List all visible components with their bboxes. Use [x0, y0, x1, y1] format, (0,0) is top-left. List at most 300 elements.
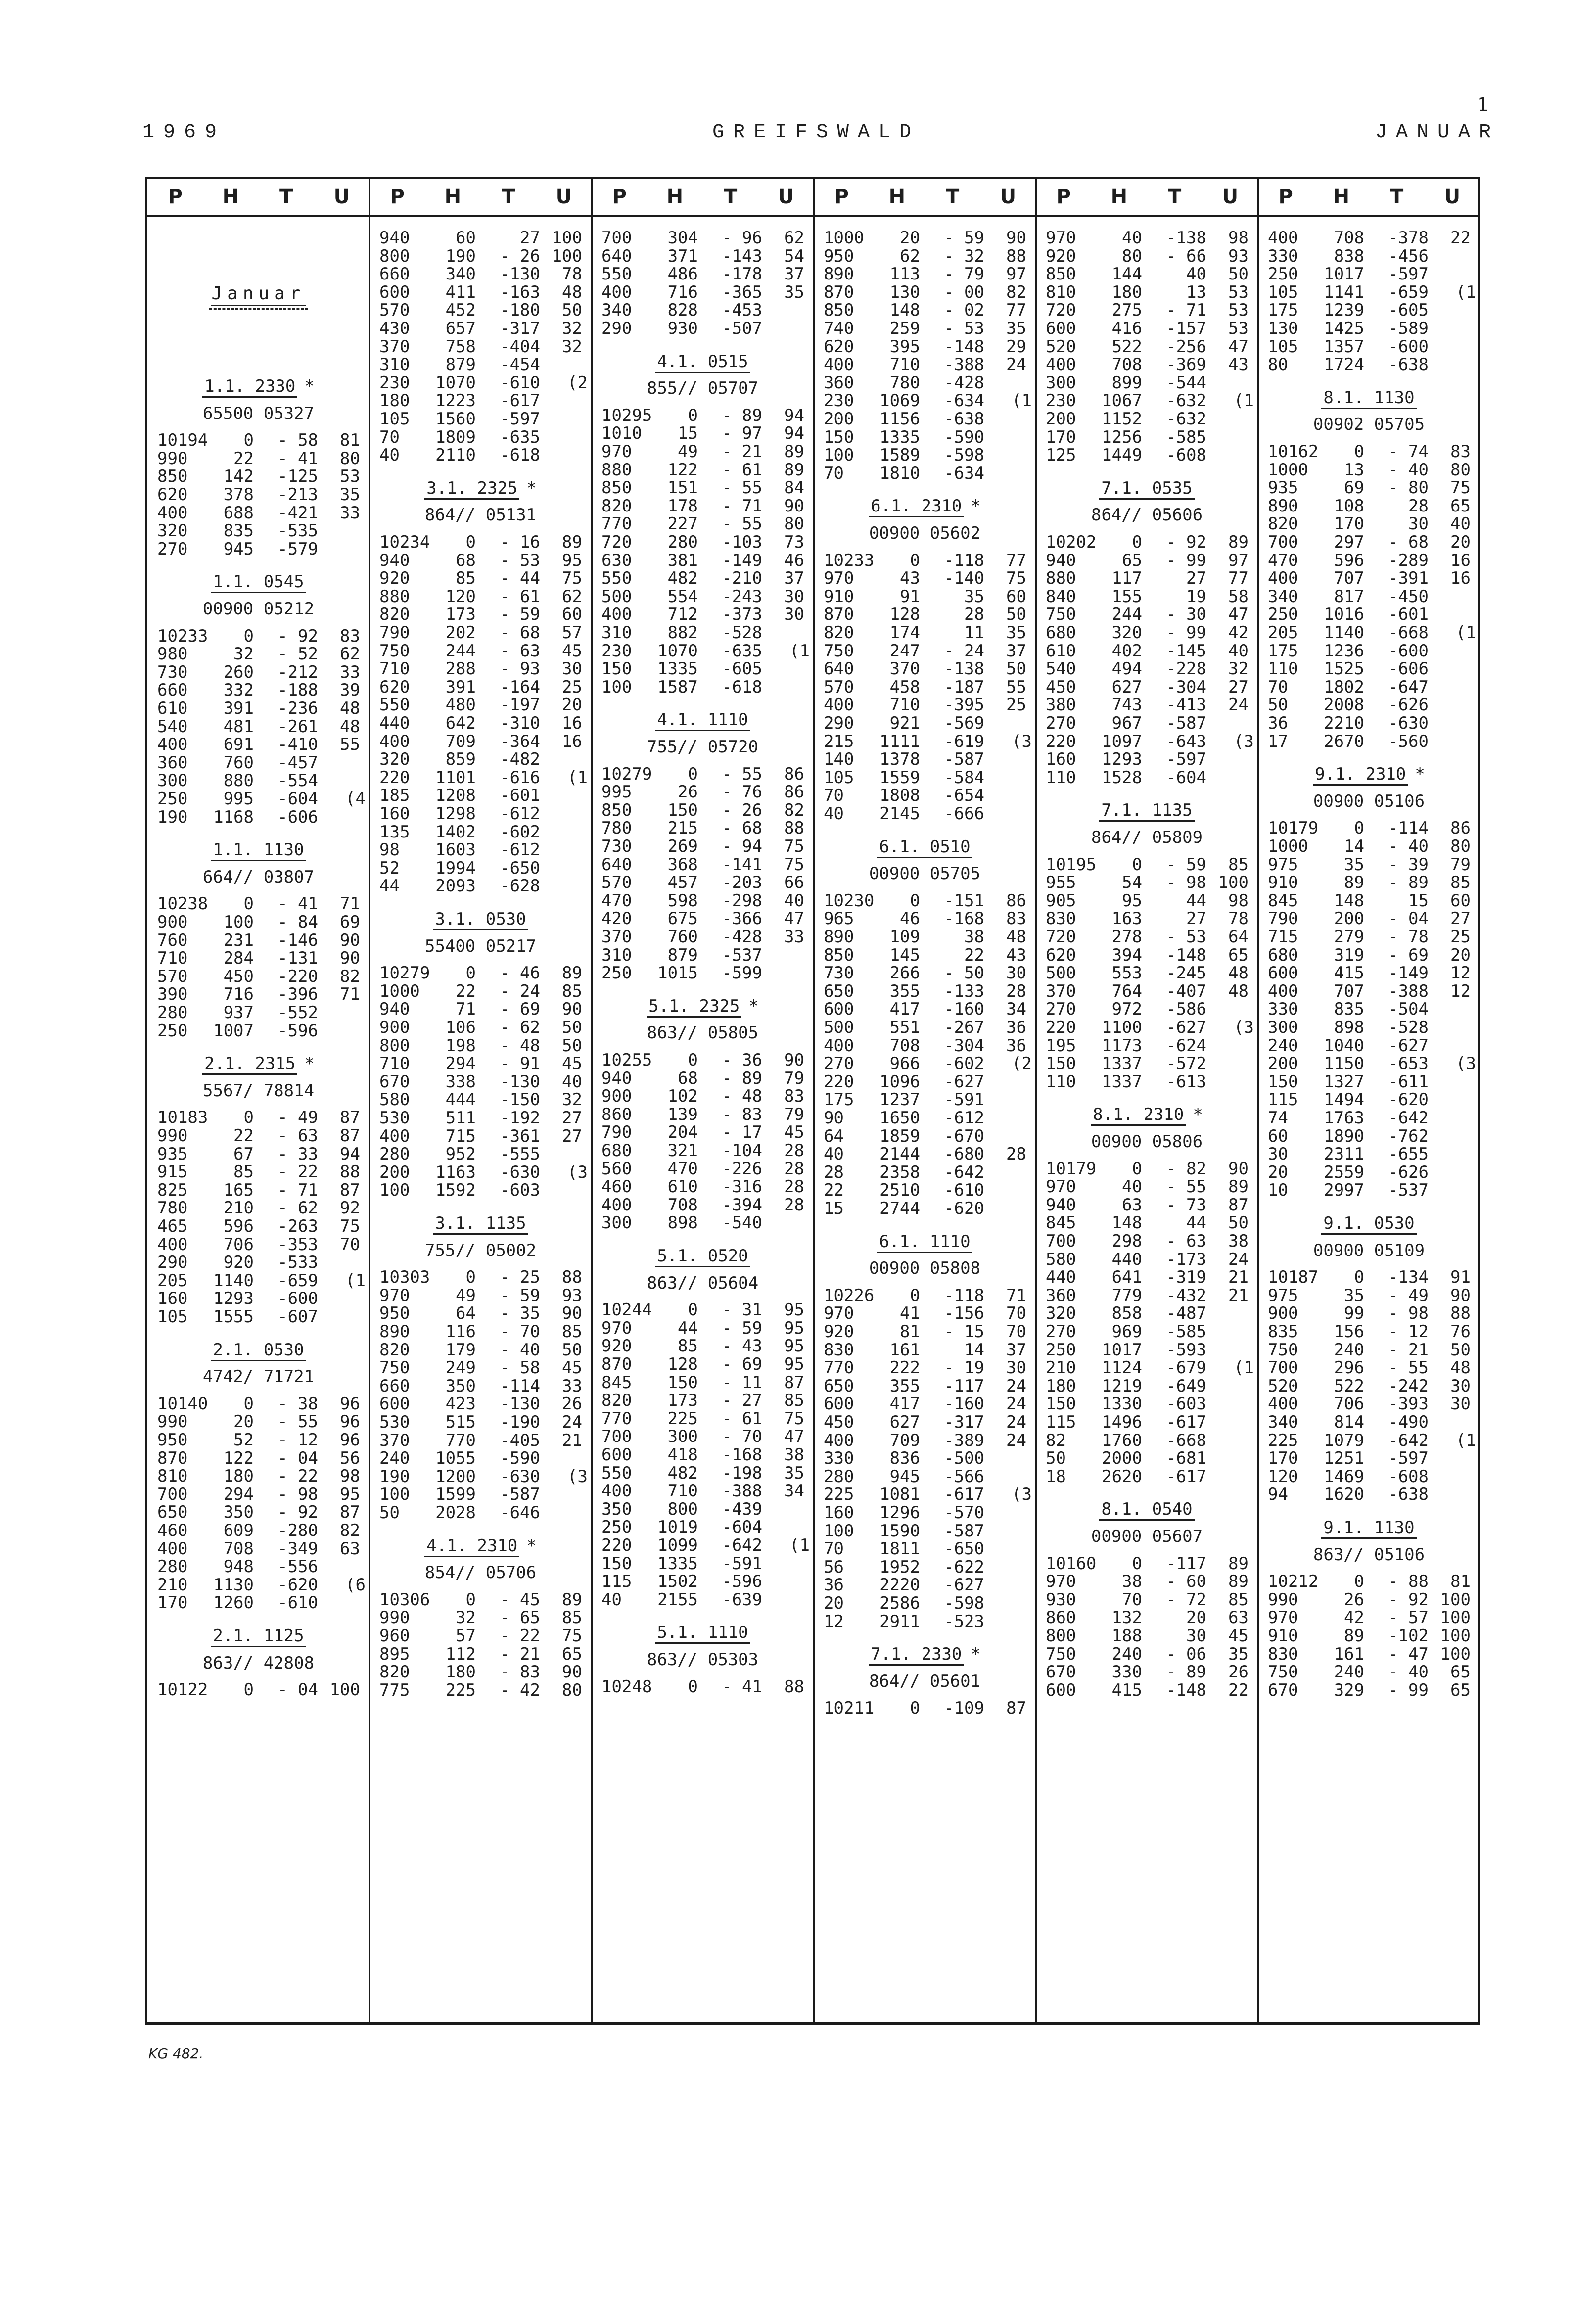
- table-row: [592, 569, 814, 587]
- asterisk-mark-icon: *: [748, 996, 759, 1016]
- humidity-cell: 35: [784, 1463, 804, 1483]
- pressure-cell: 670: [1268, 1680, 1298, 1700]
- height-cell: 1559: [879, 767, 920, 788]
- temperature-cell: -104: [722, 1141, 762, 1161]
- height-cell: 1802: [1324, 677, 1364, 697]
- height-cell: 1809: [435, 427, 476, 447]
- station-code: 864// 05131: [424, 505, 537, 525]
- station-date-time: 1.1. 1130: [211, 840, 306, 861]
- temperature-cell: - 48: [500, 1035, 540, 1056]
- height-cell: 1525: [1324, 659, 1364, 679]
- pressure-cell: 770: [601, 1408, 632, 1429]
- temperature-cell: -456: [1388, 246, 1429, 266]
- pressure-cell: 520: [1046, 336, 1076, 357]
- table-row: [1258, 1591, 1480, 1609]
- temperature-cell: -630: [1388, 713, 1429, 733]
- humidity-cell: 48: [1006, 927, 1026, 947]
- temperature-cell: -366: [722, 909, 762, 929]
- height-cell: 2311: [1324, 1144, 1364, 1164]
- data-column: [592, 217, 814, 2022]
- pressure-cell: 400: [601, 604, 632, 625]
- pressure-cell: 290: [824, 713, 854, 733]
- temperature-cell: -598: [944, 1593, 984, 1613]
- temperature-cell: - 92: [278, 1502, 318, 1523]
- humidity-cell: 66: [784, 873, 804, 893]
- table-row: [814, 892, 1036, 910]
- humidity-cell: 36: [1006, 1018, 1026, 1037]
- pressure-cell: 270: [1046, 999, 1076, 1020]
- temperature-cell: -591: [944, 1090, 984, 1110]
- table-row: [147, 450, 370, 467]
- temperature-cell: -394: [722, 1195, 762, 1215]
- humidity-cell: 45: [562, 1054, 582, 1074]
- humidity-cell: 82: [340, 1521, 360, 1540]
- temperature-cell: - 55: [278, 1412, 318, 1432]
- pressure-cell: 10234: [379, 532, 430, 552]
- height-cell: 2145: [879, 804, 920, 824]
- table-row: [370, 678, 592, 696]
- station-code: 00900 05806: [1091, 1132, 1203, 1152]
- pressure-cell: 230: [601, 641, 632, 661]
- height-cell: 2000: [1102, 1448, 1142, 1469]
- footnote-cell: (3: [1234, 731, 1254, 751]
- height-cell: 198: [445, 1035, 476, 1056]
- temperature-cell: -668: [1166, 1430, 1206, 1450]
- pressure-cell: 82: [1046, 1430, 1066, 1450]
- pressure-cell: 935: [157, 1144, 188, 1164]
- table-row: [147, 1004, 370, 1022]
- station-code: 854// 05706: [424, 1563, 537, 1583]
- temperature-cell: -601: [500, 786, 540, 806]
- station-date-time: 2.1. 1125: [211, 1626, 306, 1647]
- height-cell: 350: [445, 1376, 476, 1396]
- station-code: 863// 05106: [1313, 1544, 1425, 1565]
- temperature-cell: - 59: [722, 1318, 762, 1338]
- height-cell: 1296: [879, 1503, 920, 1523]
- humidity-cell: 50: [1228, 1213, 1249, 1233]
- pressure-cell: 780: [601, 818, 632, 838]
- station-code: 00900 05607: [1091, 1527, 1203, 1546]
- column-header-label: H: [1333, 186, 1350, 208]
- data-column: [370, 217, 592, 2022]
- humidity-cell: 39: [340, 680, 360, 700]
- humidity-cell: 95: [562, 550, 582, 570]
- column-header-label: P: [390, 186, 405, 208]
- station-date-time: 9.1. 0530: [1321, 1213, 1416, 1235]
- table-row: [814, 1449, 1036, 1467]
- height-cell: 1293: [213, 1289, 254, 1309]
- temperature-cell: - 61: [722, 1408, 762, 1429]
- height-cell: 710: [667, 1481, 698, 1501]
- table-row: [592, 283, 814, 301]
- height-cell: 173: [667, 1391, 698, 1411]
- height-cell: 511: [445, 1108, 476, 1128]
- humidity-cell: 86: [1006, 890, 1026, 911]
- humidity-cell: 62: [562, 586, 582, 606]
- pressure-cell: 750: [1268, 1340, 1298, 1360]
- table-row: [370, 1145, 592, 1163]
- height-cell: 20: [233, 1412, 254, 1432]
- humidity-cell: 28: [1006, 981, 1026, 1001]
- height-cell: 1101: [435, 767, 476, 788]
- height-cell: 1590: [879, 1521, 920, 1541]
- height-cell: 1994: [435, 858, 476, 878]
- pressure-cell: 150: [824, 427, 854, 447]
- height-cell: 278: [1111, 927, 1142, 947]
- table-row: [592, 660, 814, 678]
- height-cell: 350: [223, 1502, 254, 1523]
- temperature-cell: -579: [278, 539, 318, 559]
- humidity-cell: 37: [1006, 1340, 1026, 1360]
- station-date-time: 4.1. 1110: [655, 710, 750, 731]
- table-row: [147, 949, 370, 967]
- height-cell: 2144: [879, 1144, 920, 1164]
- pressure-cell: 10: [1268, 1180, 1288, 1201]
- temperature-cell: -316: [722, 1177, 762, 1197]
- table-row: [147, 1272, 370, 1290]
- table-row: [814, 1000, 1036, 1018]
- table-row: [370, 769, 592, 787]
- station-code: 864// 05606: [1091, 505, 1203, 525]
- height-cell: 470: [667, 1159, 698, 1179]
- height-cell: 1724: [1324, 355, 1364, 375]
- humidity-cell: 88: [1006, 246, 1026, 266]
- humidity-cell: 75: [562, 568, 582, 589]
- height-cell: 553: [1111, 963, 1142, 983]
- table-row: [1258, 1268, 1480, 1286]
- height-cell: 89: [1344, 1626, 1364, 1646]
- humidity-cell: 75: [784, 837, 804, 856]
- temperature-cell: -226: [722, 1159, 762, 1179]
- pressure-cell: 700: [1268, 1358, 1298, 1378]
- table-row: [370, 964, 592, 982]
- humidity-cell: 28: [784, 1177, 804, 1197]
- humidity-cell: 33: [562, 1376, 582, 1396]
- table-row: [1036, 874, 1258, 891]
- height-cell: 244: [445, 641, 476, 661]
- temperature-cell: -117: [1166, 1553, 1206, 1574]
- temperature-cell: -163: [500, 282, 540, 302]
- temperature-cell: -619: [944, 731, 984, 751]
- temperature-cell: - 53: [500, 550, 540, 570]
- height-cell: 1502: [657, 1572, 698, 1592]
- temperature-cell: -507: [722, 319, 762, 338]
- temperature-cell: -432: [1166, 1285, 1206, 1305]
- pressure-cell: 890: [1268, 496, 1298, 516]
- temperature-cell: -369: [1166, 355, 1206, 375]
- pressure-cell: 100: [601, 677, 632, 697]
- temperature-cell: -365: [722, 282, 762, 302]
- height-cell: 1200: [435, 1466, 476, 1487]
- height-cell: 1494: [1324, 1090, 1364, 1110]
- height-cell: 780: [889, 372, 920, 393]
- pressure-cell: 400: [1268, 1394, 1298, 1414]
- pressure-cell: 230: [824, 391, 854, 411]
- humidity-cell: 75: [784, 1408, 804, 1429]
- humidity-cell: 40: [784, 890, 804, 911]
- pressure-cell: 910: [824, 586, 854, 606]
- height-cell: 1760: [1102, 1430, 1142, 1450]
- table-row: [592, 1555, 814, 1573]
- pressure-cell: 64: [824, 1126, 844, 1146]
- table-row: [592, 605, 814, 623]
- footnote-cell: (1: [567, 767, 588, 788]
- temperature-cell: - 73: [1166, 1195, 1206, 1215]
- pressure-cell: 500: [824, 1018, 854, 1037]
- height-cell: 63: [1122, 1195, 1142, 1215]
- header-month: JANUAR: [1375, 121, 1500, 143]
- pressure-cell: 660: [157, 680, 188, 700]
- station-heading: [814, 497, 1036, 515]
- height-cell: 60: [456, 228, 476, 248]
- table-row: [1036, 892, 1258, 910]
- temperature-cell: - 22: [278, 1162, 318, 1182]
- height-cell: 688: [223, 503, 254, 523]
- table-row: [370, 982, 592, 1000]
- temperature-cell: - 91: [500, 1054, 540, 1074]
- table-row: [1258, 1287, 1480, 1304]
- height-cell: 1335: [879, 427, 920, 447]
- table-row: [1258, 552, 1480, 569]
- page-number: 1: [1477, 94, 1488, 116]
- table-row: [592, 588, 814, 605]
- table-row: [814, 1304, 1036, 1322]
- humidity-cell: 27: [562, 1108, 582, 1128]
- temperature-cell: -626: [1388, 695, 1429, 715]
- humidity-cell: 97: [1006, 264, 1026, 284]
- pressure-cell: 210: [1046, 1358, 1076, 1378]
- pressure-cell: 1000: [1268, 837, 1308, 856]
- table-row: [370, 229, 592, 247]
- station-heading: [147, 377, 370, 395]
- temperature-cell: - 39: [1388, 854, 1429, 875]
- pressure-cell: 730: [157, 662, 188, 682]
- temperature-cell: -540: [722, 1213, 762, 1233]
- table-row: [147, 808, 370, 826]
- humidity-cell: 93: [562, 1285, 582, 1305]
- humidity-cell: 35: [784, 282, 804, 302]
- temperature-cell: - 59: [500, 604, 540, 625]
- temperature-cell: - 68: [1388, 532, 1429, 552]
- height-cell: 165: [223, 1180, 254, 1200]
- temperature-cell: -635: [722, 641, 762, 661]
- temperature-cell: -762: [1388, 1126, 1429, 1146]
- height-cell: 0: [243, 430, 254, 451]
- temperature-cell: - 25: [500, 1267, 540, 1288]
- height-cell: 294: [223, 1484, 254, 1504]
- temperature-cell: - 55: [1166, 1177, 1206, 1197]
- station-heading: [147, 1055, 370, 1072]
- temperature-cell: - 32: [944, 246, 984, 266]
- humidity-cell: 88: [784, 1676, 804, 1697]
- table-row: [370, 624, 592, 642]
- height-cell: 381: [667, 550, 698, 570]
- temperature-cell: - 63: [500, 641, 540, 661]
- humidity-cell: 24: [1006, 1394, 1026, 1414]
- table-row: [1036, 964, 1258, 982]
- pressure-cell: 870: [157, 1448, 188, 1468]
- height-cell: 0: [1132, 1553, 1142, 1574]
- pressure-cell: 10279: [601, 764, 652, 784]
- station-heading: [147, 1627, 370, 1645]
- station-code: 00900 05109: [1313, 1240, 1425, 1260]
- height-cell: 920: [223, 1253, 254, 1273]
- temperature-cell: - 70: [722, 1427, 762, 1447]
- temperature-cell: -554: [278, 771, 318, 791]
- temperature-cell: -556: [278, 1557, 318, 1577]
- pressure-cell: 10230: [824, 890, 875, 911]
- temperature-cell: - 24: [944, 641, 984, 661]
- station-code: 863// 05805: [647, 1023, 759, 1043]
- temperature-cell: -605: [722, 659, 762, 679]
- table-row: [147, 913, 370, 931]
- height-cell: 1469: [1324, 1466, 1364, 1487]
- pressure-cell: 440: [1046, 1267, 1076, 1288]
- table-row: [1258, 1055, 1480, 1072]
- temperature-cell: 44: [1186, 890, 1206, 911]
- temperature-cell: -597: [500, 409, 540, 429]
- humidity-cell: 24: [1006, 1376, 1026, 1396]
- humidity-cell: 63: [1228, 1608, 1249, 1628]
- pressure-cell: 870: [601, 1354, 632, 1374]
- height-cell: 948: [223, 1557, 254, 1577]
- pressure-cell: 420: [601, 909, 632, 929]
- table-row: [370, 1037, 592, 1055]
- table-row: [1258, 443, 1480, 461]
- height-cell: 247: [889, 641, 920, 661]
- humidity-cell: 81: [1450, 1572, 1471, 1592]
- height-cell: 1811: [879, 1539, 920, 1559]
- station-code: 755// 05002: [424, 1240, 537, 1260]
- height-cell: 402: [1111, 641, 1142, 661]
- height-cell: 2093: [435, 876, 476, 896]
- pressure-cell: 225: [824, 1485, 854, 1505]
- column-separator: [1257, 179, 1259, 2022]
- humidity-cell: 33: [340, 662, 360, 682]
- table-row: [592, 1069, 814, 1087]
- humidity-cell: 45: [562, 641, 582, 661]
- pressure-cell: 220: [1046, 1018, 1076, 1037]
- pressure-cell: 880: [601, 460, 632, 480]
- pressure-cell: 470: [1268, 550, 1298, 570]
- table-row: [814, 1109, 1036, 1127]
- temperature-cell: - 21: [1388, 1340, 1429, 1360]
- pressure-cell: 290: [601, 319, 632, 338]
- station-date-time: 3.1. 1135: [433, 1213, 528, 1235]
- humidity-cell: 50: [1006, 604, 1026, 625]
- humidity-cell: 33: [340, 503, 360, 523]
- station-date-time: 7.1. 2330: [869, 1644, 964, 1666]
- temperature-cell: -602: [500, 822, 540, 842]
- pressure-cell: 400: [601, 1195, 632, 1215]
- table-row: [370, 1663, 592, 1681]
- humidity-cell: 40: [1450, 514, 1471, 534]
- temperature-cell: - 42: [500, 1680, 540, 1700]
- humidity-cell: 87: [1006, 1698, 1026, 1719]
- humidity-cell: 46: [784, 550, 804, 570]
- height-cell: 835: [1334, 999, 1364, 1020]
- height-cell: 108: [1334, 496, 1364, 516]
- height-cell: 1449: [1102, 445, 1142, 465]
- table-row: [147, 1594, 370, 1612]
- height-cell: 42: [1344, 1608, 1364, 1628]
- pressure-cell: 920: [379, 568, 410, 589]
- temperature-cell: -566: [944, 1466, 984, 1487]
- pressure-cell: 10183: [157, 1108, 208, 1128]
- footnote-cell: (1: [345, 1270, 366, 1291]
- temperature-cell: -626: [1388, 1162, 1429, 1182]
- table-row: [1036, 642, 1258, 660]
- table-row: [370, 1163, 592, 1181]
- humidity-cell: 58: [1228, 586, 1249, 606]
- table-row: [814, 320, 1036, 337]
- pressure-cell: 770: [601, 514, 632, 534]
- temperature-cell: - 68: [722, 818, 762, 838]
- height-cell: 179: [445, 1340, 476, 1360]
- height-cell: 1152: [1102, 409, 1142, 429]
- temperature-cell: - 40: [500, 1340, 540, 1360]
- height-cell: 1111: [879, 731, 920, 751]
- humidity-cell: 50: [1006, 659, 1026, 679]
- temperature-cell: -612: [944, 1108, 984, 1128]
- pressure-cell: 990: [379, 1608, 410, 1628]
- table-row: [147, 1467, 370, 1485]
- table-row: [147, 718, 370, 736]
- temperature-cell: -647: [1388, 677, 1429, 697]
- pressure-cell: 400: [1268, 981, 1298, 1001]
- table-row: [147, 1395, 370, 1413]
- pressure-cell: 350: [601, 1499, 632, 1519]
- height-cell: 120: [445, 586, 476, 606]
- table-row: [814, 660, 1036, 678]
- pressure-cell: 17: [1268, 731, 1288, 751]
- pressure-cell: 1000: [824, 228, 864, 248]
- humidity-cell: 32: [562, 319, 582, 338]
- temperature-cell: -138: [1166, 228, 1206, 248]
- pressure-cell: 990: [157, 1412, 188, 1432]
- temperature-cell: -160: [944, 1394, 984, 1414]
- pressure-cell: 680: [1268, 945, 1298, 965]
- humidity-cell: 20: [562, 695, 582, 715]
- pressure-cell: 720: [1046, 300, 1076, 321]
- temperature-cell: -597: [1388, 264, 1429, 284]
- table-row: [814, 1558, 1036, 1576]
- height-cell: 1173: [1102, 1035, 1142, 1056]
- height-cell: 1589: [879, 445, 920, 465]
- pressure-cell: 820: [379, 604, 410, 625]
- temperature-cell: -649: [1166, 1376, 1206, 1396]
- pressure-cell: 835: [1268, 1322, 1298, 1342]
- pressure-cell: 970: [379, 1285, 410, 1305]
- pressure-cell: 730: [824, 963, 854, 983]
- pressure-cell: 200: [1046, 409, 1076, 429]
- humidity-cell: 80: [784, 514, 804, 534]
- table-row: [370, 859, 592, 877]
- height-cell: 71: [456, 999, 476, 1020]
- temperature-cell: 27: [1186, 568, 1206, 589]
- pressure-cell: 360: [157, 752, 188, 773]
- temperature-cell: -552: [278, 1003, 318, 1023]
- temperature-cell: - 55: [1388, 1358, 1429, 1378]
- temperature-cell: - 82: [1166, 1159, 1206, 1179]
- temperature-cell: -156: [944, 1303, 984, 1324]
- temperature-cell: -627: [944, 1071, 984, 1092]
- temperature-cell: 35: [964, 586, 984, 606]
- temperature-cell: -607: [278, 1307, 318, 1327]
- temperature-cell: - 49: [278, 1108, 318, 1128]
- height-cell: 14: [1344, 837, 1364, 856]
- pressure-cell: 470: [601, 890, 632, 911]
